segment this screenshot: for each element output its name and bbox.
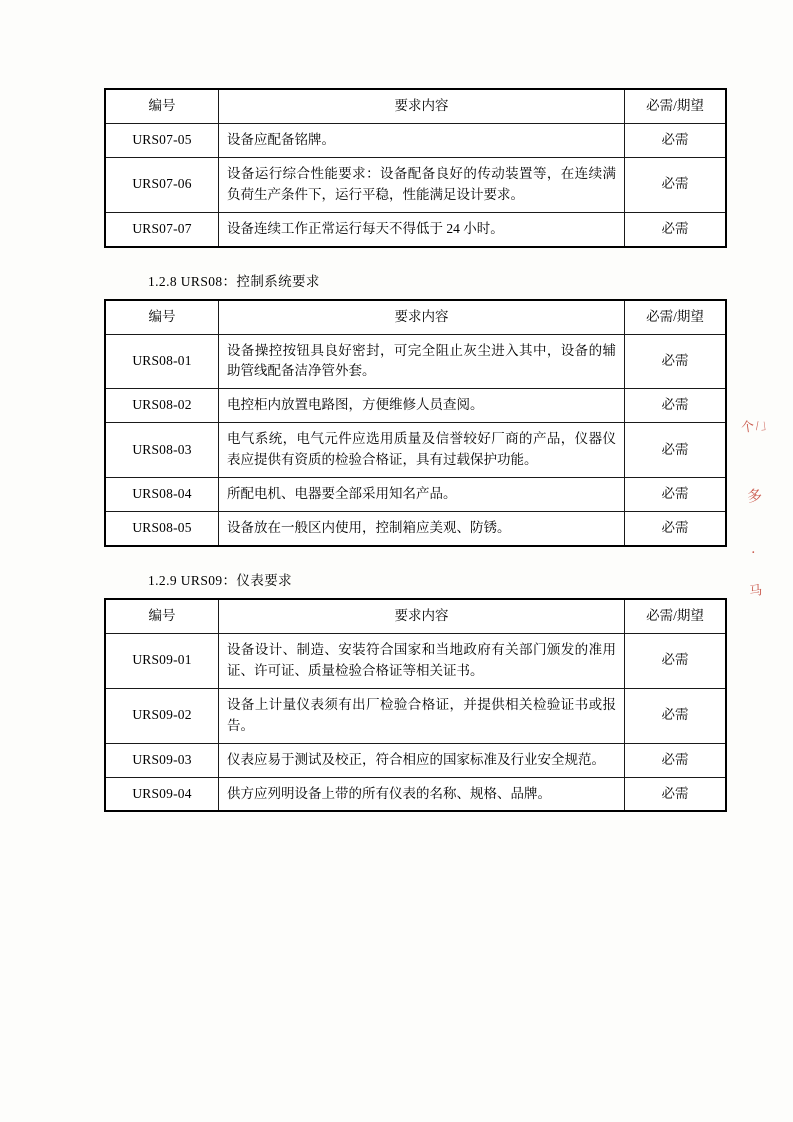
urs08-table <box>104 299 727 547</box>
urs09-table-header <box>105 599 726 633</box>
requirement-id: URS08-04 <box>105 478 219 512</box>
requirement-text: 设备连续工作正常运行每天不得低于 24 小时。 <box>219 212 625 246</box>
requirement-text: 设备上计量仪表须有出厂检验合格证，并提供相关检验证书或报告。 <box>219 688 625 743</box>
requirement-priority: 必需 <box>625 688 727 743</box>
requirement-priority: 必需 <box>625 633 727 688</box>
table-row <box>105 633 726 688</box>
requirement-id: URS08-01 <box>105 334 219 389</box>
requirement-id: URS07-06 <box>105 157 219 212</box>
column-header-priority: 必需/期望 <box>625 89 727 123</box>
requirement-text: 设备放在一般区内使用，控制箱应美观、防锈。 <box>219 512 625 546</box>
column-header-content: 要求内容 <box>219 89 625 123</box>
column-header-content: 要求内容 <box>219 300 625 334</box>
requirement-text: 电气系统，电气元件应选用质量及信誉较好厂商的产品，仪器仪表应提供有资质的检验合格证，具有过载保护功能。 <box>219 423 625 478</box>
table-row <box>105 157 726 212</box>
requirement-id: URS09-04 <box>105 777 219 811</box>
table-row <box>105 777 726 811</box>
requirement-priority: 必需 <box>625 743 727 777</box>
requirement-text: 设备应配备铭牌。 <box>219 123 625 157</box>
column-header-id: 编号 <box>105 300 219 334</box>
column-header-id: 编号 <box>105 599 219 633</box>
requirement-text: 设备操控按钮具良好密封，可完全阻止灰尘进入其中，设备的辅助管线配备洁净管外套。 <box>219 334 625 389</box>
table-header-row <box>105 300 726 334</box>
margin-note-2: 多 <box>746 488 764 506</box>
section-heading-urs08: 1.2.8 URS08：控制系统要求 <box>148 273 320 289</box>
requirement-priority: 必需 <box>625 157 727 212</box>
requirement-id: URS07-07 <box>105 212 219 246</box>
table-row <box>105 334 726 389</box>
requirement-text: 电控柜内放置电路图，方便维修人员查阅。 <box>219 389 625 423</box>
table-row <box>105 212 726 246</box>
requirement-priority: 必需 <box>625 212 727 246</box>
table-header-row <box>105 89 726 123</box>
table-header-row <box>105 599 726 633</box>
table-row <box>105 478 726 512</box>
urs08-table-header <box>105 300 726 334</box>
margin-note-4: 马 <box>748 582 764 599</box>
requirement-priority: 必需 <box>625 423 727 478</box>
section-heading-urs09: 1.2.9 URS09：仪表要求 <box>148 572 293 588</box>
requirement-priority: 必需 <box>625 478 727 512</box>
requirement-text: 设备设计、制造、安装符合国家和当地政府有关部门颁发的准用证、许可证、质量检验合格证等相关证书。 <box>219 633 625 688</box>
requirement-id: URS08-03 <box>105 423 219 478</box>
column-header-content: 要求内容 <box>219 599 625 633</box>
table-row <box>105 389 726 423</box>
requirement-text: 仪表应易于测试及校正，符合相应的国家标准及行业安全规范。 <box>219 743 625 777</box>
requirement-text: 设备运行综合性能要求：设备配备良好的传动装置等，在连续满负荷生产条件下，运行平稳，性能满足设计要求。 <box>219 157 625 212</box>
column-header-priority: 必需/期望 <box>625 599 727 633</box>
table-row <box>105 688 726 743</box>
requirement-id: URS09-02 <box>105 688 219 743</box>
urs09-table <box>104 598 727 812</box>
urs07-table <box>104 88 727 248</box>
urs09-table-body <box>105 633 726 811</box>
requirement-id: URS07-05 <box>105 123 219 157</box>
requirement-priority: 必需 <box>625 512 727 546</box>
requirement-text: 所配电机、电器要全部采用知名产品。 <box>219 478 625 512</box>
column-header-priority: 必需/期望 <box>625 300 727 334</box>
table-row <box>105 423 726 478</box>
requirement-priority: 必需 <box>625 123 727 157</box>
requirement-id: URS08-05 <box>105 512 219 546</box>
requirement-id: URS09-03 <box>105 743 219 777</box>
table-row <box>105 743 726 777</box>
urs07-table-header <box>105 89 726 123</box>
urs08-table-body <box>105 334 726 546</box>
requirement-id: URS08-02 <box>105 389 219 423</box>
requirement-id: URS09-01 <box>105 633 219 688</box>
margin-annotations <box>735 415 775 625</box>
requirement-text: 供方应列明设备上带的所有仪表的名称、规格、品牌。 <box>219 777 625 811</box>
table-row <box>105 123 726 157</box>
requirement-priority: 必需 <box>625 334 727 389</box>
margin-note-3: · <box>749 544 758 562</box>
document-content <box>104 88 704 812</box>
urs07-table-body <box>105 123 726 246</box>
requirement-priority: 必需 <box>625 389 727 423</box>
column-header-id: 编号 <box>105 89 219 123</box>
table-row <box>105 512 726 546</box>
requirement-priority: 必需 <box>625 777 727 811</box>
margin-note-1: 个 / 」 <box>740 415 774 436</box>
